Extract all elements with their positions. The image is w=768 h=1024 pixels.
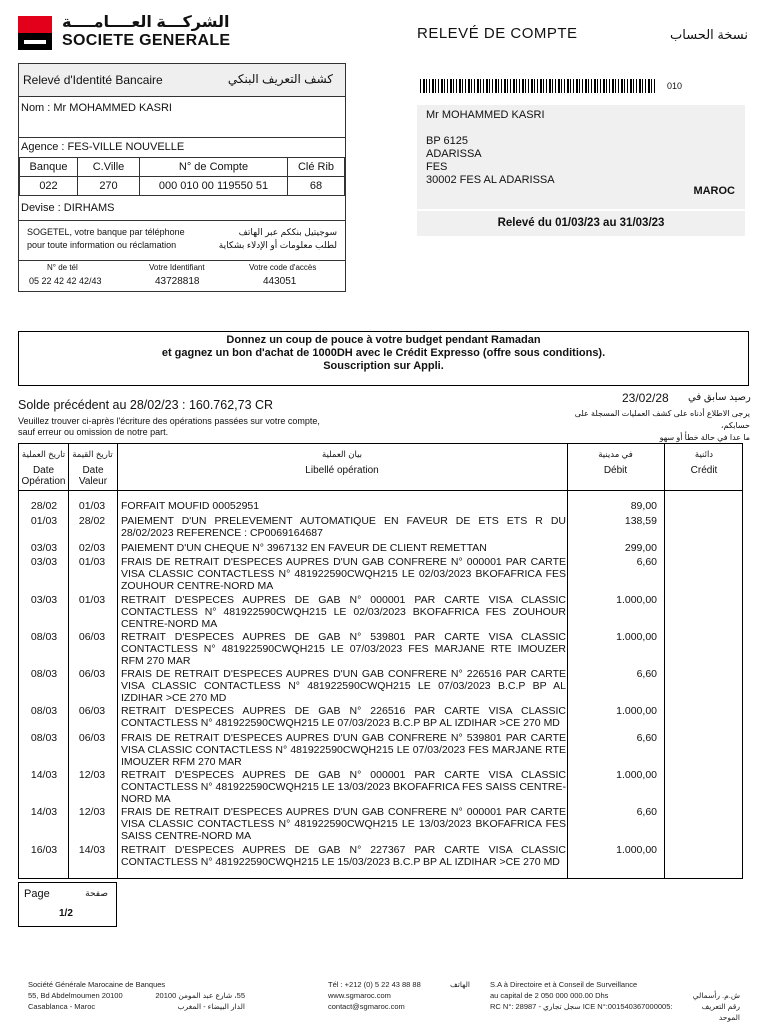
rib-header-banque: Banque bbox=[20, 158, 78, 177]
rib-account-table-wrap bbox=[19, 157, 345, 197]
op-date: 08/03 bbox=[30, 705, 58, 717]
op-date: 03/03 bbox=[30, 594, 58, 606]
value-date: 01/03 bbox=[78, 594, 106, 606]
rib-title: Relevé d'Identité Bancaire bbox=[23, 73, 163, 87]
footer-address-arabic bbox=[150, 990, 245, 1012]
footer-city: Casablanca - Maroc bbox=[28, 1002, 96, 1011]
col-debit-arabic: في مدينية bbox=[598, 449, 633, 459]
address-line2: ADARISSA bbox=[426, 148, 482, 160]
op-label: RETRAIT D'ESPECES AUPRES DE GAB N° 000001 PAR CARTE VISA CLASSIC CONTACTLESS N° 481922590CWQH215 LE 02/03/2023 BKOFAFRICA FES ZOUHOUR CENTRE-NORD MA bbox=[121, 594, 566, 630]
footer-legal-arabic2: رقم التعريف الموحد bbox=[701, 1002, 740, 1022]
statement-period: Relevé du 01/03/23 au 31/03/23 bbox=[417, 211, 745, 236]
rib-header-compte: N° de Compte bbox=[140, 158, 288, 177]
identifier-value: 43728818 bbox=[155, 276, 200, 287]
col-credit-arabic: دائنية bbox=[694, 449, 714, 459]
statement-note-arabic bbox=[560, 408, 750, 444]
bank-logo-mark bbox=[18, 16, 52, 50]
address-country: MAROC bbox=[693, 185, 735, 197]
op-label: FRAIS DE RETRAIT D'ESPECES AUPRES D'UN GAB CONFRERE N° 000001 PAR CARTE VISA CLASSIC CONTACTLESS N° 481922590CWQH215 LE 13/03/2023 BKOFAFRICA FES SAISS CENTRE-NORD MA bbox=[121, 806, 566, 842]
op-label: FORFAIT MOUFID 00052951 bbox=[121, 500, 260, 512]
footer-legal3: RC N°: 28987 - سجل تجاري ICE N°:001540367000005: bbox=[490, 1002, 673, 1011]
footer-legal bbox=[490, 979, 672, 1012]
op-date: 08/03 bbox=[30, 631, 58, 643]
note-arabic-line1: يرجى الاطلاع أدناه على كشف العمليات المسجلة على حسابكم، bbox=[574, 409, 750, 430]
op-label: FRAIS DE RETRAIT D'ESPECES AUPRES D'UN GAB CONFRERE N° 539801 PAR CARTE VISA CLASSIC CONTACTLESS N° 481922590CWQH215 LE 07/03/2023 FES MARJANE RTE IMOUZER RFM 270 MAR bbox=[121, 732, 566, 768]
mailing-address bbox=[417, 105, 745, 209]
op-date: 28/02 bbox=[30, 500, 58, 512]
promo-line3: Souscription sur Appli. bbox=[323, 360, 444, 372]
col-credit: Crédit bbox=[690, 465, 718, 476]
rib-box bbox=[18, 63, 346, 292]
address-line3: FES bbox=[426, 161, 448, 173]
barcode-number: 010 bbox=[667, 81, 683, 91]
tel-label: N° de tél bbox=[47, 263, 78, 272]
footer-tel: Tél : +212 (0) 5 22 43 88 88 bbox=[328, 980, 421, 989]
rib-account-table bbox=[19, 157, 345, 196]
value-date: 12/03 bbox=[78, 806, 106, 818]
sogetel-codes-row bbox=[19, 260, 345, 291]
previous-balance-date-arabic: 23/02/28 bbox=[622, 391, 669, 405]
op-date: 01/03 bbox=[30, 515, 58, 527]
op-label: RETRAIT D'ESPECES AUPRES DE GAB N° 226516 PAR CARTE VISA CLASSIC CONTACTLESS N° 481922590CWQH215 LE 07/03/2023 B.C.P BP AL IZDIHAR >CE 270 MD bbox=[121, 705, 566, 729]
footer-legal-arabic1: ش.م. رأسمالي bbox=[692, 991, 740, 1000]
op-debit: 6,60 bbox=[636, 806, 657, 818]
op-debit: 6,60 bbox=[636, 668, 657, 680]
rib-account-number: 000 010 00 119550 51 bbox=[140, 177, 288, 196]
op-date: 03/03 bbox=[30, 556, 58, 568]
op-label: PAIEMENT D'UN CHEQUE N° 3967132 EN FAVEUR DE CLIENT REMETTAN bbox=[121, 542, 487, 554]
op-date: 14/03 bbox=[30, 806, 58, 818]
value-date: 28/02 bbox=[78, 515, 106, 527]
note-line2: sauf erreur ou omission de notre part. bbox=[18, 427, 169, 437]
sogetel-row bbox=[19, 220, 345, 261]
op-debit: 89,00 bbox=[630, 500, 657, 512]
identifier-label: Votre Identifiant bbox=[149, 263, 205, 272]
statement-note bbox=[18, 416, 320, 438]
rib-key: 68 bbox=[288, 177, 345, 196]
op-debit: 1.000,00 bbox=[616, 631, 657, 643]
page-label: Page bbox=[24, 888, 50, 900]
footer-legal2: au capital de 2 050 000 000.00 Dhs bbox=[490, 991, 609, 1000]
promo-line2: et gagnez un bon d'achat de 1000DH avec le Crédit Expresso (offre sous conditions). bbox=[161, 347, 606, 359]
footer-address-arabic-line2: الدار البيضاء - المغرب bbox=[177, 1002, 245, 1011]
page-box bbox=[18, 882, 117, 927]
sogetel-line1: SOGETEL, votre banque par téléphone bbox=[27, 227, 185, 237]
op-date: 08/03 bbox=[30, 732, 58, 744]
address-name: Mr MOHAMMED KASRI bbox=[426, 109, 545, 121]
operations-table bbox=[18, 443, 743, 879]
footer-company-name: Société Générale Marocaine de Banques bbox=[28, 980, 166, 989]
bank-name-arabic: الشركـــة العــــامــــة bbox=[62, 14, 230, 31]
note-line1: Veuillez trouver ci-après l'écriture des opérations passées sur votre compte, bbox=[18, 416, 320, 426]
value-date: 01/03 bbox=[78, 556, 106, 568]
op-date: 16/03 bbox=[30, 844, 58, 856]
statement-title-arabic: نسخة الحساب bbox=[670, 27, 748, 42]
op-date: 14/03 bbox=[30, 769, 58, 781]
footer-tel-arabic: الهاتف bbox=[450, 980, 470, 989]
address-bp: BP 6125 bbox=[426, 135, 469, 147]
address-line4: 30002 FES AL ADARISSA bbox=[426, 174, 555, 186]
sogetel-arabic2: لطلب معلومات أو الإدلاء بشكاية bbox=[218, 240, 337, 250]
barcode bbox=[420, 79, 655, 93]
op-debit: 6,60 bbox=[636, 732, 657, 744]
rib-name-row bbox=[19, 96, 345, 138]
currency: Devise : DIRHAMS bbox=[21, 202, 115, 214]
bank-name: SOCIETE GENERALE bbox=[62, 32, 231, 49]
footer-contact bbox=[328, 979, 421, 1012]
op-label: RETRAIT D'ESPECES AUPRES DE GAB N° 539801 PAR CARTE VISA CLASSIC CONTACTLESS N° 481922590CWQH215 LE 07/03/2023 FES MARJANE RTE IMOUZER RFM 270 MAR bbox=[121, 631, 566, 667]
promo-banner bbox=[18, 331, 749, 386]
agence: Agence : FES-VILLE NOUVELLE bbox=[21, 141, 185, 153]
page-label-arabic: صفحة bbox=[85, 888, 108, 898]
access-code-value: 443051 bbox=[263, 276, 297, 287]
footer-address: 55, Bd Abdelmoumen 20100 bbox=[28, 991, 123, 1000]
note-arabic-line2: ما عدا في حالة خطأ أو سهو bbox=[659, 433, 750, 442]
op-label: FRAIS DE RETRAIT D'ESPECES AUPRES D'UN GAB CONFRERE N° 226516 PAR CARTE VISA CLASSIC CONTACTLESS N° 481922590CWQH215 LE 07/03/2023 B.C.P BP AL IZDIHAR >CE 270 MD bbox=[121, 668, 566, 704]
op-label: RETRAIT D'ESPECES AUPRES DE GAB N° 227367 PAR CARTE VISA CLASSIC CONTACTLESS N° 481922590CWQH215 LE 15/03/2023 B.C.P BP AL IZDIHAR >CE 270 MD bbox=[121, 844, 566, 868]
col-date-val-arabic: تاريخ القيمة bbox=[72, 449, 113, 459]
col-date-op: Date Opération bbox=[21, 465, 66, 487]
value-date: 14/03 bbox=[78, 844, 106, 856]
col-libelle-arabic: بيان العملية bbox=[321, 449, 363, 459]
op-date: 03/03 bbox=[30, 542, 58, 554]
op-debit: 1.000,00 bbox=[616, 705, 657, 717]
op-date: 08/03 bbox=[30, 668, 58, 680]
rib-banque: 022 bbox=[20, 177, 78, 196]
rib-devise-row bbox=[19, 197, 345, 221]
previous-balance: Solde précédent au 28/02/23 : 160.762,73 CR bbox=[18, 398, 274, 412]
footer-web: www.sgmaroc.com bbox=[328, 991, 391, 1000]
statement-title: RELEVÉ DE COMPTE bbox=[417, 25, 578, 42]
rib-title-row bbox=[19, 64, 345, 97]
op-debit: 1.000,00 bbox=[616, 844, 657, 856]
rib-cville: 270 bbox=[78, 177, 140, 196]
col-date-op-arabic: تاريخ العملية bbox=[21, 449, 66, 459]
op-debit: 6,60 bbox=[636, 556, 657, 568]
op-label: PAIEMENT D'UN PRELEVEMENT AUTOMATIQUE EN FAVEUR DE ETS ETS R DU 28/02/2023 REFERENCE : CP0069164687 bbox=[121, 515, 566, 539]
rib-header-cle: Clé Rib bbox=[288, 158, 345, 177]
value-date: 06/03 bbox=[78, 631, 106, 643]
rib-header-cville: C.Ville bbox=[78, 158, 140, 177]
footer-legal1: S.A à Directoire et à Conseil de Surveillance bbox=[490, 980, 638, 989]
sogetel-line2: pour toute information ou réclamation bbox=[27, 240, 177, 250]
account-holder: Nom : Mr MOHAMMED KASRI bbox=[21, 102, 172, 114]
footer-email: contact@sgmaroc.com bbox=[328, 1002, 405, 1011]
op-debit: 1.000,00 bbox=[616, 769, 657, 781]
rib-title-arabic: كشف التعريف البنكي bbox=[227, 72, 333, 86]
op-debit: 138,59 bbox=[624, 515, 657, 527]
footer-legal-arabic bbox=[680, 990, 740, 1023]
col-date-val: Date Valeur bbox=[78, 465, 108, 487]
page-number: 1/2 bbox=[59, 908, 73, 919]
sogetel-phone: 05 22 42 42 42/43 bbox=[29, 276, 102, 286]
sogetel-arabic1: سوجيتيل بنككم عبر الهاتف bbox=[238, 227, 337, 237]
op-label: RETRAIT D'ESPECES AUPRES DE GAB N° 000001 PAR CARTE VISA CLASSIC CONTACTLESS N° 481922590CWQH215 LE 13/03/2023 BKOFAFRICA FES SAISS CENTRE-NORD MA bbox=[121, 769, 566, 805]
op-debit: 299,00 bbox=[624, 542, 657, 554]
previous-balance-arabic: رصيد سابق في bbox=[688, 392, 751, 403]
access-code-label: Votre code d'accès bbox=[249, 263, 317, 272]
value-date: 06/03 bbox=[78, 705, 106, 717]
promo-line1: Donnez un coup de pouce à votre budget pendant Ramadan bbox=[226, 334, 541, 346]
value-date: 06/03 bbox=[78, 732, 106, 744]
col-debit: Débit bbox=[603, 465, 628, 476]
op-label: FRAIS DE RETRAIT D'ESPECES AUPRES D'UN GAB CONFRERE N° 000001 PAR CARTE VISA CLASSIC CONTACTLESS N° 481922590CWQH215 LE 02/03/2023 BKOFAFRICA FES ZOUHOUR CENTRE-NORD MA bbox=[121, 556, 566, 592]
op-debit: 1.000,00 bbox=[616, 594, 657, 606]
footer-company bbox=[28, 979, 165, 1012]
value-date: 01/03 bbox=[78, 500, 106, 512]
value-date: 06/03 bbox=[78, 668, 106, 680]
footer-address-arabic-line1: 55، شارع عبد المومن 20100 bbox=[155, 991, 245, 1000]
col-libelle: Libellé opération bbox=[305, 465, 379, 476]
rib-agence-row bbox=[19, 137, 345, 158]
value-date: 02/03 bbox=[78, 542, 106, 554]
value-date: 12/03 bbox=[78, 769, 106, 781]
